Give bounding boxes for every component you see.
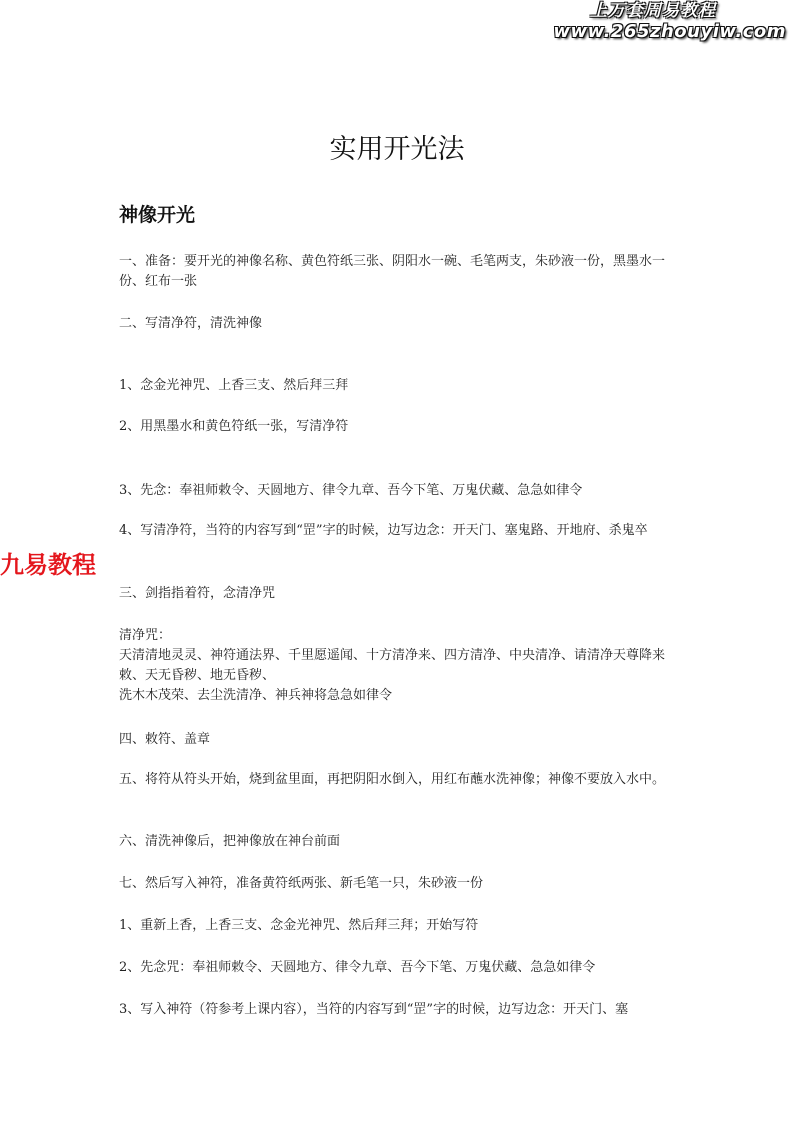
paragraph-substep-1: 1、念金光神咒、上香三支、然后拜三拜	[119, 378, 349, 393]
document-title: 实用开光法	[329, 134, 465, 165]
paragraph-step-six: 六、清洗神像后，把神像放在神台前面	[119, 834, 341, 849]
paragraph-substep-3: 3、先念：奉祖师敕令、天圆地方、律令九章、吾今下笔、万鬼伏藏、急急如律令	[119, 483, 583, 498]
site-watermark	[553, 2, 786, 42]
paragraph-step-five: 五、将符从符头开始，烧到盆里面，再把阴阳水倒入，用红布蘸水洗神像；神像不要放入水中。	[119, 772, 666, 787]
watermark-url: www.265zhouyiw.com	[553, 20, 786, 42]
paragraph-step-two: 二、写清净符，清洗神像	[119, 316, 263, 331]
watermark-slogan: 上万套周易教程	[590, 1, 716, 21]
paragraph-mantra-line-1: 天清清地灵灵、神符通法界、千里愿遥闻、十方清净来、四方清净、中央清净、请清净天尊降来敕、天无昏秽、地无昏秽、	[119, 648, 666, 683]
paragraph-step-seven: 七、然后写入神符，准备黄符纸两张、新毛笔一只，朱砂液一份	[119, 876, 484, 891]
paragraph-substep-4: 4、写清净符，当符的内容写到“罡”字的时候，边写边念：开天门、塞鬼路、开地府、杀鬼卒	[119, 523, 648, 538]
paragraph-mantra-line-2: 洗木木茂荣、去尘洗清净、神兵神将急急如律令	[119, 688, 393, 703]
side-watermark-logo: 九易教程	[0, 551, 96, 579]
paragraph-seven-substep-2: 2、先念咒：奉祖师敕令、天圆地方、律令九章、吾今下笔、万鬼伏藏、急急如律令	[119, 960, 596, 975]
paragraph-mantra-label: 清净咒：	[119, 628, 172, 643]
paragraph-seven-substep-3: 3、写入神符（符参考上课内容），当符的内容写到“罡”字的时候，边写边念：开天门、塞	[119, 1002, 629, 1017]
paragraph-seven-substep-1: 1、重新上香，上香三支、念金光神咒、然后拜三拜；开始写符	[119, 918, 479, 933]
paragraph-preparation: 一、准备：要开光的神像名称、黄色符纸三张、阴阳水一碗、毛笔两支，朱砂液一份，黑墨水一份、红布一张	[119, 254, 666, 289]
paragraph-step-three: 三、剑指指着符，念清净咒	[119, 586, 276, 601]
paragraph-step-four: 四、敕符、盖章	[119, 732, 211, 747]
paragraph-substep-2: 2、用黑墨水和黄色符纸一张，写清净符	[119, 419, 349, 434]
section-heading: 神像开光	[119, 204, 196, 226]
